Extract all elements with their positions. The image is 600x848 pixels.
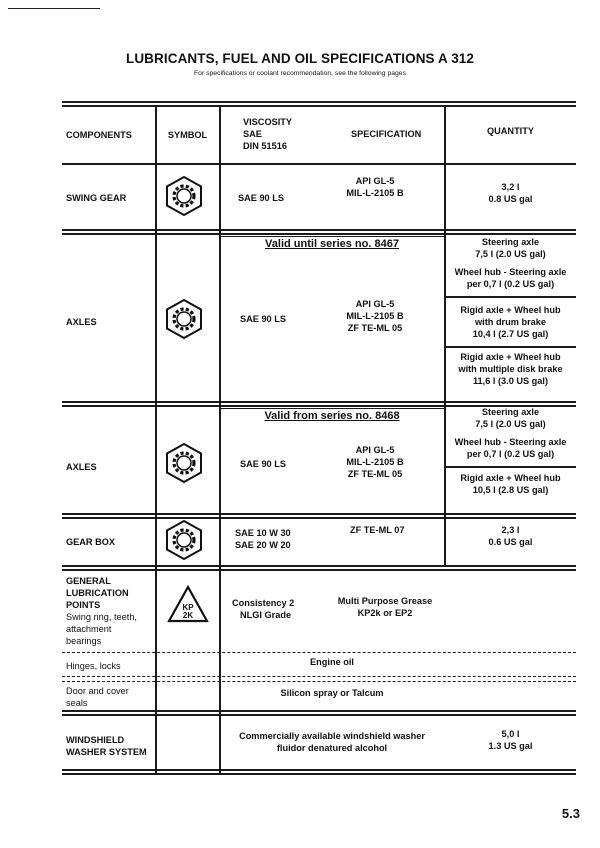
gear-symbol-icon xyxy=(164,520,204,560)
row-rule xyxy=(62,513,576,515)
spec-value: ZF TE-ML 05 xyxy=(347,323,403,333)
spec-value: MIL-L-2105 B xyxy=(346,457,404,467)
fluid-value: fluidor denatured alcohol xyxy=(276,743,388,753)
series-note: Valid until series no. 8467 xyxy=(265,238,399,250)
quantity-value: 0.6 US gal xyxy=(488,537,533,547)
lubricant-value: Silicon spray or Talcum xyxy=(280,688,384,698)
page-number: 5.3 xyxy=(561,806,580,821)
viscosity-value: Consistency 2 xyxy=(232,598,295,608)
quantity-value: Wheel hub - Steering axle xyxy=(454,267,567,277)
quantity-value: Steering axle xyxy=(481,407,540,417)
quantity-value: per 0,7 l (0.2 US gal) xyxy=(466,279,555,289)
quantity-value: 5,0 l xyxy=(501,729,520,739)
row-rule xyxy=(62,401,576,403)
symbol-2k-label: 2K xyxy=(182,611,194,620)
quantity-value: Rigid axle + Wheel hub xyxy=(460,305,561,315)
viscosity-value: NLGI Grade xyxy=(240,610,292,620)
component-washer: WASHER SYSTEM xyxy=(66,747,147,757)
spec-value: ZF TE-ML 07 xyxy=(350,525,405,535)
dashed-separator xyxy=(62,652,576,653)
header-specification: SPECIFICATION xyxy=(351,129,422,139)
quantity-value: per 0,7 l (0.2 US gal) xyxy=(466,449,555,459)
spec-value: API GL-5 xyxy=(355,299,395,309)
quantity-value: 7,5 l (2.0 US gal) xyxy=(475,249,546,259)
component-gear-box: GEAR BOX xyxy=(66,537,116,547)
component-general-detail: Swing ring, teeth, xyxy=(66,612,137,622)
gear-symbol-icon xyxy=(164,443,204,483)
quantity-value: with drum brake xyxy=(475,317,546,327)
table-bottom-rule-2 xyxy=(62,773,576,775)
spec-value: Multi Purpose Grease xyxy=(337,596,433,606)
quantity-value: Wheel hub - Steering axle xyxy=(454,437,567,447)
viscosity-value: SAE 90 LS xyxy=(238,193,284,203)
header-symbol: SYMBOL xyxy=(167,130,208,140)
quantity-value: 1.3 US gal xyxy=(488,741,533,751)
spec-value: API GL-5 xyxy=(355,176,395,186)
row-rule xyxy=(62,710,576,712)
quantity-value: Steering axle xyxy=(481,237,540,247)
table-top-rule-2 xyxy=(62,105,576,107)
series-underline xyxy=(220,408,444,409)
table-bottom-rule xyxy=(62,769,576,771)
component-axles: AXLES xyxy=(66,462,97,472)
row-rule xyxy=(62,517,576,519)
quantity-value: 2,3 l xyxy=(501,525,520,535)
row-rule xyxy=(62,229,576,231)
spec-value: KP2k or EP2 xyxy=(357,608,413,618)
header-components: COMPONENTS xyxy=(66,130,132,140)
top-rule xyxy=(8,8,100,9)
component-general: LUBRICATION xyxy=(66,588,129,598)
header-viscosity: VISCOSITY xyxy=(243,117,293,127)
series-note: Valid from series no. 8468 xyxy=(264,410,400,422)
viscosity-value: SAE 90 LS xyxy=(240,459,286,469)
component-axles: AXLES xyxy=(66,317,97,327)
row-rule xyxy=(62,565,576,567)
viscosity-value: SAE 10 W 30 xyxy=(235,528,291,538)
symbol-kp-label: KP xyxy=(182,603,194,612)
page-subtitle: For specifications or coolant recommendation, see the following pages xyxy=(194,70,406,77)
page-title: LUBRICANTS, FUEL AND OIL SPECIFICATIONS A 312 xyxy=(125,51,475,66)
row-rule xyxy=(62,569,576,571)
qty-divider xyxy=(445,296,576,298)
component-doors: Door and cover xyxy=(66,686,129,696)
quantity-value: 3,2 l xyxy=(501,182,520,192)
quantity-value: 10,4 l (2.7 US gal) xyxy=(472,329,549,339)
row-rule xyxy=(62,233,576,235)
component-swing-gear: SWING GEAR xyxy=(66,193,127,203)
col-divider xyxy=(155,105,157,773)
quantity-value: 7,5 l (2.0 US gal) xyxy=(475,419,546,429)
lubricant-value: Engine oil xyxy=(310,657,354,667)
component-general: GENERAL xyxy=(66,576,111,586)
component-general-detail: bearings xyxy=(66,636,102,646)
header-viscosity-sae: SAE xyxy=(243,129,262,139)
table-top-rule xyxy=(62,101,576,103)
component-hinges: Hinges, locks xyxy=(66,661,121,671)
qty-divider xyxy=(445,466,576,468)
viscosity-value: SAE 90 LS xyxy=(240,314,286,324)
quantity-value: with multiple disk brake xyxy=(458,364,563,374)
component-washer: WINDSHIELD xyxy=(66,735,125,745)
header-quantity: QUANTITY xyxy=(487,126,534,136)
gear-symbol-icon xyxy=(164,176,204,216)
series-underline xyxy=(220,236,444,237)
quantity-value: 10,5 l (2.8 US gal) xyxy=(472,485,549,495)
dashed-separator xyxy=(62,681,576,682)
viscosity-value: SAE 20 W 20 xyxy=(235,540,291,550)
header-bottom-rule xyxy=(62,163,576,165)
spec-value: ZF TE-ML 05 xyxy=(347,469,403,479)
spec-value: API GL-5 xyxy=(355,445,395,455)
fluid-value: Commercially available windshield washer xyxy=(239,731,425,741)
qty-divider xyxy=(445,346,576,348)
quantity-value: 0.8 US gal xyxy=(488,194,533,204)
quantity-value: Rigid axle + Wheel hub xyxy=(460,473,561,483)
row-rule xyxy=(62,714,576,716)
quantity-value: 11,6 l (3.0 US gal) xyxy=(472,376,549,386)
component-doors: seals xyxy=(66,698,88,708)
spec-value: MIL-L-2105 B xyxy=(346,311,404,321)
component-general-detail: attachment xyxy=(66,624,112,634)
dashed-separator xyxy=(62,676,576,677)
header-viscosity-din: DIN 51516 xyxy=(243,141,287,151)
spec-value: MIL-L-2105 B xyxy=(346,188,404,198)
gear-symbol-icon xyxy=(164,299,204,339)
quantity-value: Rigid axle + Wheel hub xyxy=(460,352,561,362)
col-divider xyxy=(219,105,221,773)
component-general: POINTS xyxy=(66,600,101,610)
